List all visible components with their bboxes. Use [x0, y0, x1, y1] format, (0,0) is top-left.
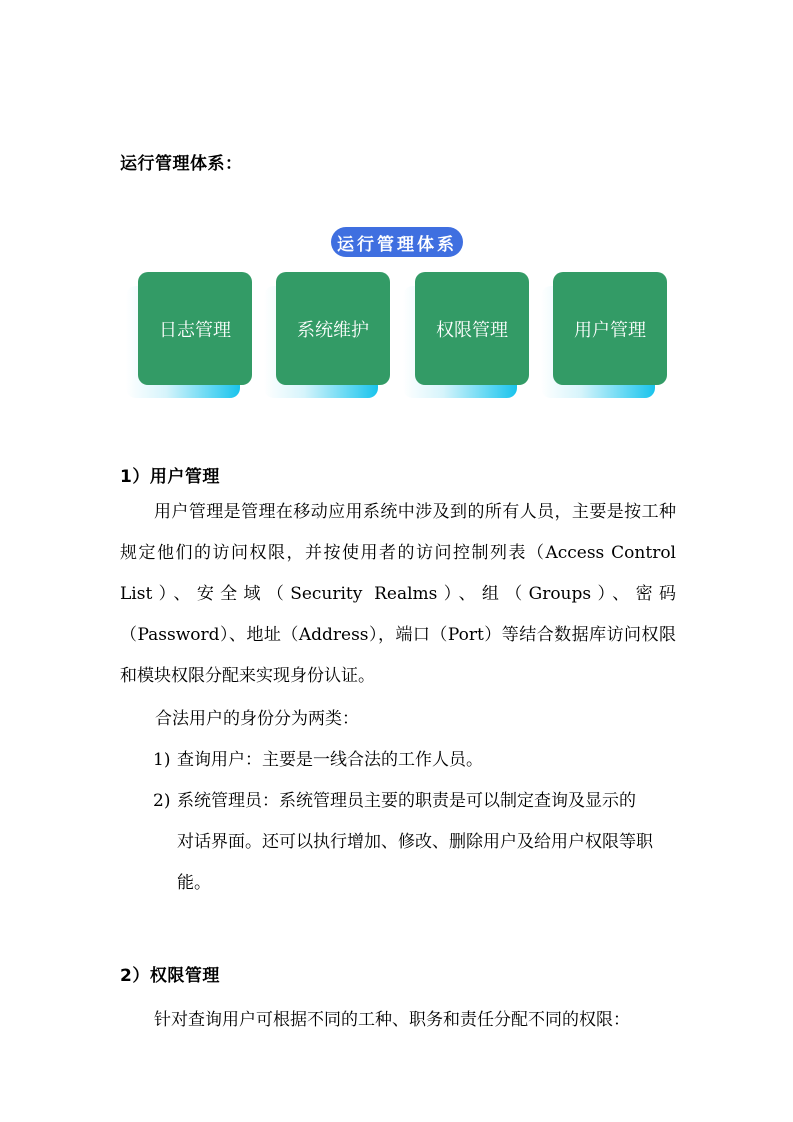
section-heading-user: 1）用户管理	[120, 467, 220, 487]
list-item	[153, 781, 636, 822]
diagram-title: 运行管理体系	[331, 227, 463, 257]
section-paragraph: 用户管理是管理在移动应用系统中涉及到的所有人员，主要是按工种规定他们的访问权限，并按使用者的访问控制列表（Access Control List）、安全域（Security Realms）、组（Groups）、密码（Password）、地址（Address），端口（Port）等结合数据库访问权限和模块权限分配来实现身份认证。	[120, 502, 676, 686]
section-paragraph: 针对查询用户可根据不同的工种、职务和责任分配不同的权限：	[154, 1010, 630, 1030]
diagram-card-permission	[403, 272, 531, 398]
list-item	[153, 740, 483, 781]
section-heading-permission: 2）权限管理	[120, 966, 220, 986]
card-label: 权限管理	[415, 272, 529, 385]
list-number: 2)	[153, 791, 171, 811]
card-label: 系统维护	[276, 272, 390, 385]
card-label: 日志管理	[138, 272, 252, 385]
diagram-card-user	[541, 272, 669, 398]
list-number: 1)	[153, 750, 171, 770]
list-intro: 合法用户的身份分为两类：	[155, 709, 359, 729]
list-text: 查询用户：主要是一线合法的工作人员。	[177, 750, 483, 770]
page-heading: 运行管理体系：	[120, 154, 243, 174]
list-text: 系统管理员：系统管理员主要的职责是可以制定查询及显示的	[177, 791, 636, 811]
diagram-card-maintenance	[264, 272, 392, 398]
diagram-card-log	[126, 272, 254, 398]
list-item-continuation: 对话界面。还可以执行增加、修改、删除用户及给用户权限等职能。	[177, 832, 653, 893]
card-label: 用户管理	[553, 272, 667, 385]
